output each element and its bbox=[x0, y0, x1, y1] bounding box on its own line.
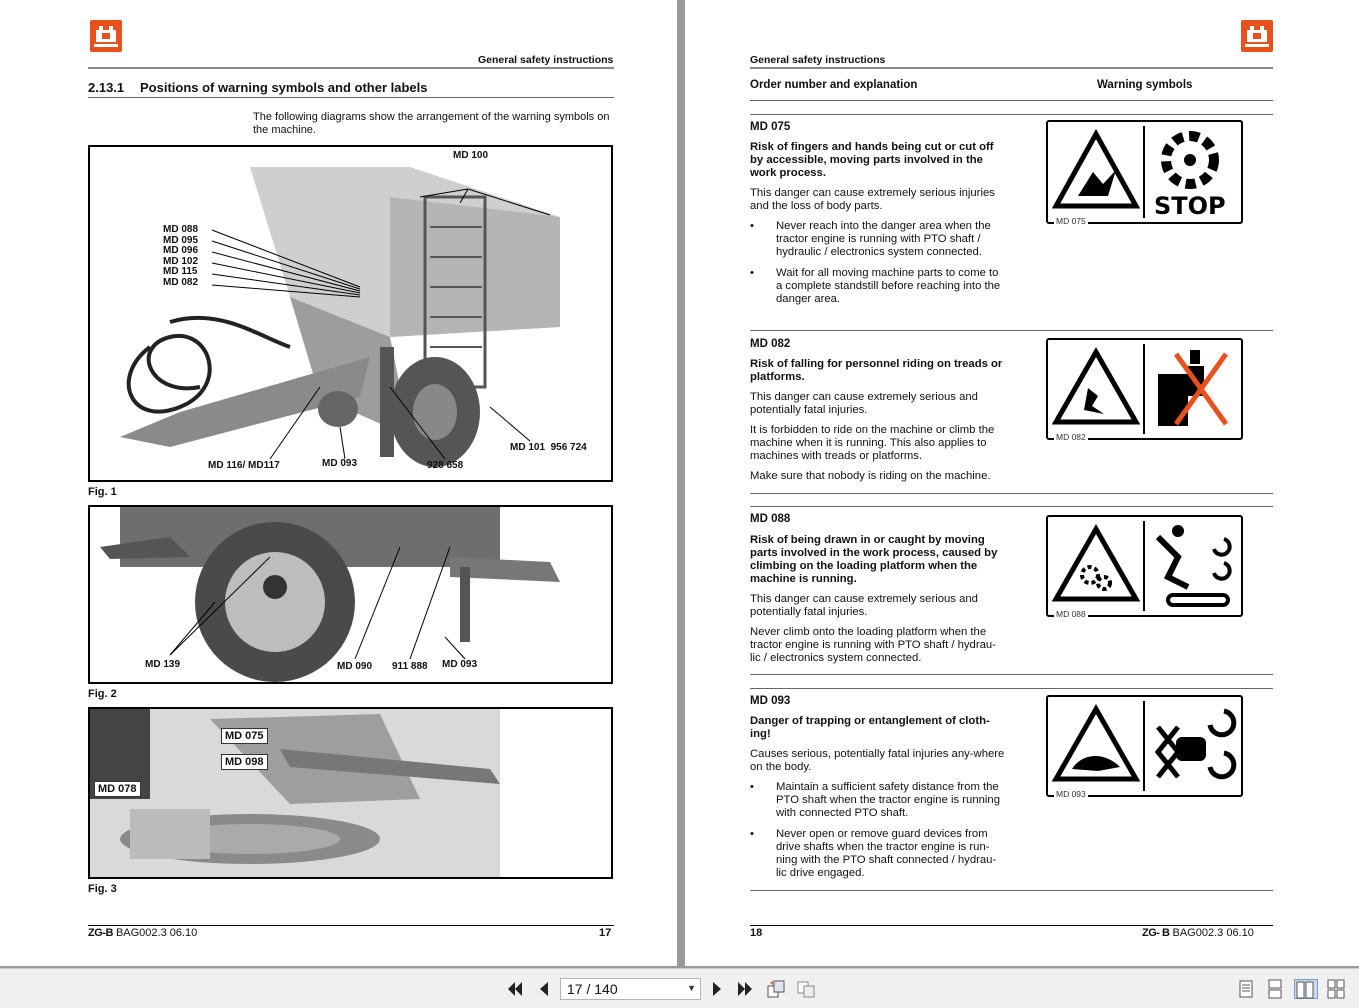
label-md101: MD 101 956 724 bbox=[510, 442, 587, 453]
md075-bullet-2: • Wait for all moving machine parts to come to a complete standstill before reaching into the danger area. bbox=[750, 267, 1005, 306]
figure-2-caption: Fig. 2 bbox=[88, 688, 117, 700]
figure-1-caption: Fig. 1 bbox=[88, 486, 117, 498]
md093-para: Causes serious, potentially fatal injuries any-where on the body. bbox=[750, 748, 1005, 773]
entry-rule bbox=[750, 506, 1273, 507]
header-rule bbox=[88, 67, 614, 69]
footer-doc-ref bbox=[88, 927, 197, 939]
drawn-in-hazard-pictogram bbox=[1048, 517, 1241, 615]
md093-code: MD 093 bbox=[750, 695, 791, 707]
page-17 bbox=[0, 0, 677, 966]
fall-hazard-pictogram bbox=[1048, 340, 1241, 438]
amazone-logo bbox=[90, 20, 122, 52]
entry-rule bbox=[750, 688, 1273, 689]
md075-warning-symbol bbox=[1046, 120, 1243, 224]
footer-rule bbox=[750, 925, 1273, 926]
label-md139: MD 139 bbox=[145, 659, 181, 670]
header-rule bbox=[750, 67, 1273, 69]
figure-3-caption: Fig. 3 bbox=[88, 883, 117, 895]
section-rule bbox=[88, 97, 614, 98]
footer-brand-mark: ZG- B bbox=[1142, 927, 1170, 939]
label-md116: MD 116/ MD117 bbox=[208, 460, 280, 471]
md075-title: Risk of fingers and hands being cut or cut off by accessible, moving parts involved in the work process. bbox=[750, 141, 994, 179]
md088-tag: MD 088 bbox=[1056, 609, 1086, 619]
md082-code: MD 082 bbox=[750, 338, 791, 350]
label-md078: MD 078 bbox=[94, 781, 141, 797]
md093-warning-symbol bbox=[1046, 695, 1243, 797]
md075-tag: MD 075 bbox=[1056, 216, 1086, 226]
entry-rule bbox=[750, 674, 1273, 675]
md088-code: MD 088 bbox=[750, 513, 791, 525]
footer-doc-ref bbox=[1142, 927, 1254, 939]
md088-title: Risk of being drawn in or caught by moving parts involved in the work process, caused by climbing on the loading platform when the machine is running. bbox=[750, 534, 998, 585]
section-number: 2.13.1 bbox=[88, 80, 125, 95]
md082-para-2: It is forbidden to ride on the machine or climb the machine when it is running. This also applies to machines with treads or platforms. bbox=[750, 424, 995, 462]
label-928658: 928 658 bbox=[427, 460, 464, 471]
spreader-rear-illustration bbox=[90, 709, 611, 877]
single-page-icon[interactable] bbox=[1236, 979, 1256, 999]
column-header-rule bbox=[750, 100, 1273, 101]
md093-bullet-2: • Never open or remove guard devices from drive shafts when the tractor engine is run-ning with the PTO shaft connected / hydrau-lic drive engaged. bbox=[750, 828, 1005, 880]
entry-rule bbox=[750, 330, 1273, 331]
entry-rule bbox=[750, 890, 1273, 891]
chevron-down-icon[interactable]: ▼ bbox=[687, 983, 696, 993]
md082-title: Risk of falling for personnel riding on treads or platforms. bbox=[750, 358, 1003, 383]
amazone-logo bbox=[1241, 20, 1273, 52]
section-title-text: Positions of warning symbols and other labels bbox=[140, 80, 428, 95]
md082-para-3: Make sure that nobody is riding on the machine. bbox=[750, 470, 991, 482]
entry-rule bbox=[750, 493, 1273, 494]
md082-text bbox=[750, 358, 1005, 490]
md088-text bbox=[750, 534, 1005, 672]
column-header-order: Order number and explanation bbox=[750, 79, 918, 91]
label-md100: MD 100 bbox=[453, 150, 489, 161]
running-header: General safety instructions bbox=[478, 54, 614, 66]
md093-title: Danger of trapping or entanglement of cloth-ing! bbox=[750, 715, 990, 740]
page-18 bbox=[685, 0, 1359, 966]
label-md098: MD 098 bbox=[221, 754, 268, 770]
entanglement-hazard-pictogram bbox=[1048, 697, 1241, 795]
md075-para: This danger can cause extremely serious injuries and the loss of body parts. bbox=[750, 187, 995, 212]
md093-text bbox=[750, 715, 1005, 888]
md088-para-2: Never climb onto the loading platform when the tractor engine is running with PTO shaft / hydrau-lic / electronics system connected. bbox=[750, 626, 996, 664]
label-md090: MD 090 bbox=[337, 661, 373, 672]
prev-page-icon[interactable] bbox=[534, 979, 554, 999]
two-page-icon[interactable] bbox=[1294, 979, 1318, 999]
md075-bullet-1: • Never reach into the danger area when the tractor engine is running with PTO shaft / hydraulic / electronics system connected. bbox=[750, 220, 1005, 259]
fit-icon[interactable] bbox=[796, 979, 816, 999]
spreader-wheel-illustration bbox=[90, 507, 611, 682]
md075-text bbox=[750, 141, 1005, 314]
figure-3 bbox=[88, 707, 613, 879]
rotate-icon[interactable] bbox=[766, 979, 786, 999]
running-header: General safety instructions bbox=[750, 54, 886, 66]
label-md075: MD 075 bbox=[221, 728, 268, 744]
footer-brand-mark: ZG-B bbox=[88, 927, 113, 939]
label-md093: MD 093 bbox=[322, 458, 358, 469]
md082-tag: MD 082 bbox=[1056, 432, 1086, 442]
label-911888: 911 888 bbox=[392, 661, 428, 672]
page-number-field[interactable] bbox=[560, 978, 701, 1000]
section-title bbox=[88, 80, 428, 95]
page-number-left: 17 bbox=[599, 927, 612, 939]
two-page-continuous-icon[interactable] bbox=[1326, 979, 1346, 999]
page-indicator: 17 / 140 bbox=[567, 981, 618, 997]
md093-tag: MD 093 bbox=[1056, 789, 1086, 799]
label-md-group: MD 088 MD 095 MD 096 MD 102 MD 115 MD 082 bbox=[163, 224, 199, 288]
figure-1 bbox=[88, 145, 613, 482]
viewer-toolbar bbox=[0, 968, 1359, 1008]
entry-rule bbox=[750, 114, 1273, 115]
footer-doc-number: BAG002.3 06.10 bbox=[112, 927, 198, 939]
md082-warning-symbol bbox=[1046, 338, 1243, 440]
footer-rule bbox=[88, 925, 614, 926]
page-number-right: 18 bbox=[750, 927, 763, 939]
md088-warning-symbol bbox=[1046, 515, 1243, 617]
spreader-side-illustration bbox=[90, 147, 611, 480]
last-page-icon[interactable] bbox=[735, 979, 755, 999]
md075-code: MD 075 bbox=[750, 121, 791, 133]
next-page-icon[interactable] bbox=[707, 979, 727, 999]
intro-text: The following diagrams show the arrangement of the warning symbols on the machine. bbox=[253, 111, 610, 136]
md082-para-1: This danger can cause extremely serious and potentially fatal injuries. bbox=[750, 391, 978, 416]
md088-para-1: This danger can cause extremely serious and potentially fatal injuries. bbox=[750, 593, 978, 618]
stop-label: STOP bbox=[1154, 192, 1226, 220]
continuous-icon[interactable] bbox=[1265, 979, 1285, 999]
footer-doc-number: BAG002.3 06.10 bbox=[1169, 927, 1254, 939]
figure-2 bbox=[88, 505, 613, 684]
first-page-icon[interactable] bbox=[505, 979, 525, 999]
label-md093-fig2: MD 093 bbox=[442, 659, 478, 670]
md093-bullet-1: • Maintain a sufficient safety distance from the PTO shaft when the tractor engine is running with connected PTO shaft. bbox=[750, 781, 1005, 820]
column-header-symbols: Warning symbols bbox=[1097, 79, 1193, 91]
cut-hazard-pictogram bbox=[1048, 122, 1241, 222]
